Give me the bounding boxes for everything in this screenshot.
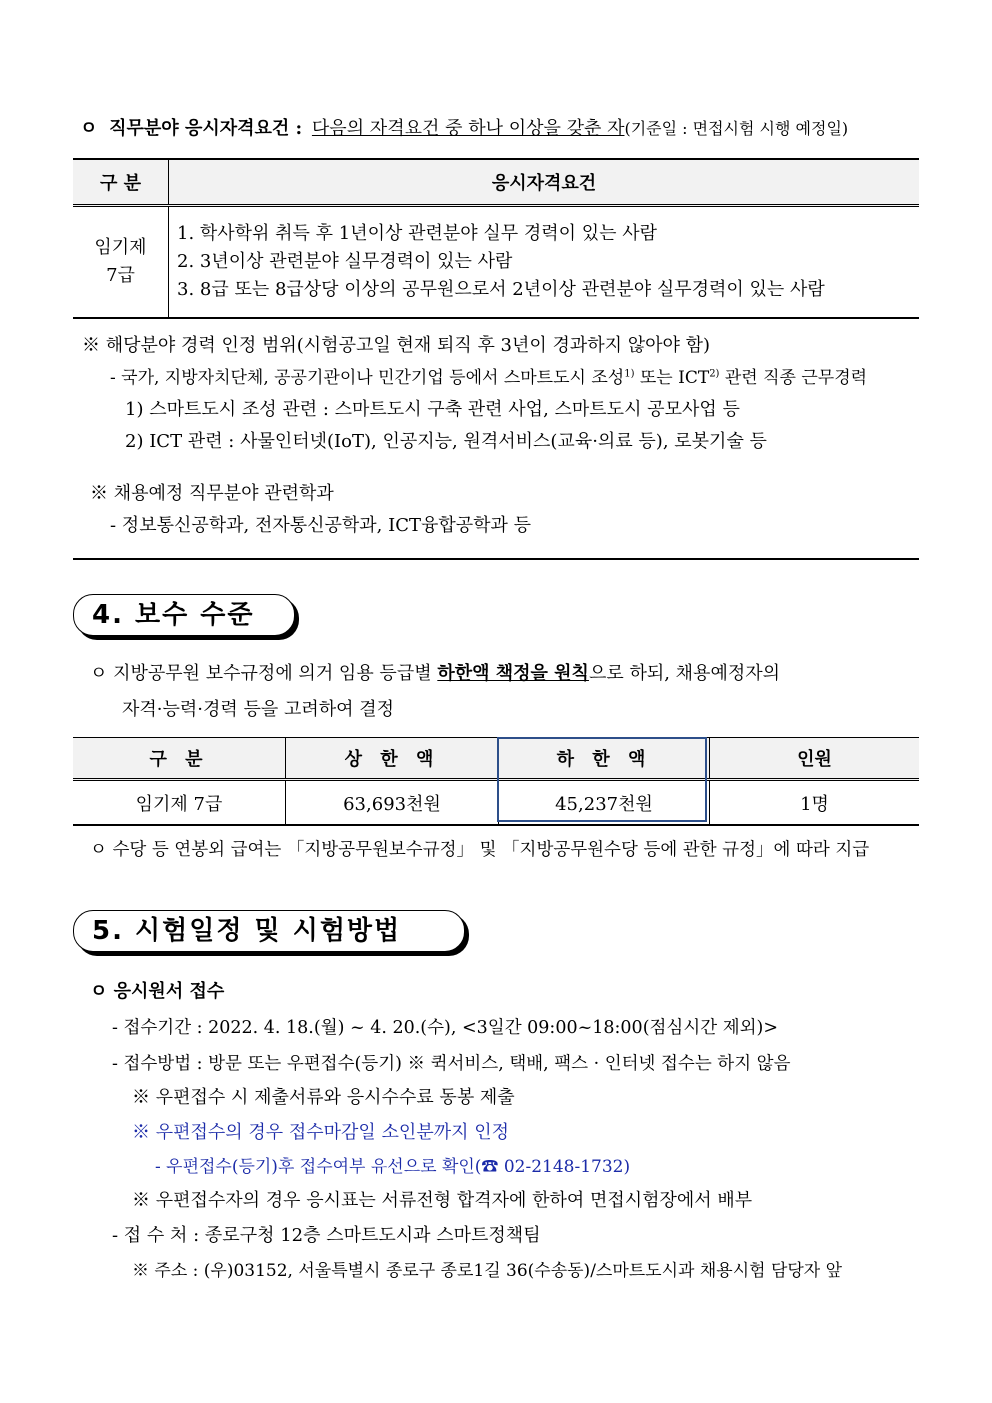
pay-header-min: 하 한 액: [499, 738, 710, 780]
career-line-a: - 국가, 지방자치단체, 공공기관이나 민간기업 등에서 스마트도시 조성: [110, 368, 625, 388]
mail-documents-note: ※ 우편접수 시 제출서류와 응시수수료 동봉 제출: [132, 1087, 515, 1108]
requirement-item: 3. 8급 또는 8급상당 이상의 공무원으로서 2년이상 관련분야 실무경력이 있는 사람: [177, 279, 825, 300]
divider: [73, 558, 919, 560]
qualification-heading: [80, 117, 848, 141]
qualification-table: [73, 158, 919, 319]
majors-list: - 정보통신공학과, 전자통신공학과, ICT융합공학과 등: [110, 515, 532, 536]
application-address: ※ 주소 : (우)03152, 서울특별시 종로구 종로1길 36(수송동)/스마트도시과 채용시험 담당자 앞: [132, 1261, 843, 1281]
pay-header-max: 상 한 액: [286, 738, 499, 780]
pay-cell-min: 45,237천원: [499, 780, 710, 826]
pay-cell-max: 63,693천원: [286, 780, 499, 826]
pay-cell-count: 1명: [710, 780, 920, 826]
career-scope-line: [110, 366, 867, 390]
qualification-note: (기준일 : 면접시험 시행 예정일): [624, 119, 849, 138]
pay-header-division: 구 분: [73, 738, 286, 780]
career-line-b: 또는 ICT: [634, 368, 710, 388]
footnote-2: 2): [709, 368, 720, 380]
section-heading-pay: 4. 보수 수준: [73, 594, 295, 636]
section-heading-exam: 5. 시험일정 및 시험방법: [73, 910, 465, 952]
ticket-note: ※ 우편접수자의 경우 응시표는 서류전형 합격자에 한하여 면접시험장에서 배부: [132, 1190, 753, 1211]
grade-line1: 임기제: [94, 237, 147, 258]
application-method: - 접수방법 : 방문 또는 우편접수(등기) ※ 퀵서비스, 택배, 팩스 · 인터넷 접수는 하지 않음: [112, 1054, 791, 1074]
majors-title: ※ 채용예정 직무분야 관련학과: [90, 483, 334, 504]
allowance-note: ㅇ 수당 등 연봉외 급여는 「지방공무원보수규정」 및 「지방공무원수당 등에 관한 규정」에 따라 지급: [90, 840, 870, 860]
requirement-item: 2. 3년이상 관련분야 실무경력이 있는 사람: [177, 251, 513, 272]
qualification-underlined: 다음의 자격요건 중 하나 이상을 갖춘 자: [311, 118, 625, 139]
bullet: ㅇ: [80, 118, 98, 139]
application-subtitle: ㅇ 응시원서 접수: [90, 981, 225, 1002]
requirement-item: 1. 학사학위 취득 후 1년이상 관련분야 실무 경력이 있는 사람: [177, 223, 658, 244]
qualification-title: 직무분야 응시자격요건 :: [109, 118, 303, 139]
application-period: - 접수기간 : 2022. 4. 18.(월) ~ 4. 20.(수), <3일간 09:00~18:00(점심시간 제외)>: [112, 1018, 778, 1038]
career-line-c: 관련 직종 근무경력: [719, 368, 868, 388]
table-header-division: 구 분: [73, 159, 169, 206]
requirements-cell: [169, 206, 920, 319]
career-note-title: ※ 해당분야 경력 인정 범위(시험공고일 현재 퇴직 후 3년이 경과하지 않아야 함): [82, 335, 711, 356]
career-item-ict: 2) ICT 관련 : 사물인터넷(IoT), 인공지능, 원격서비스(교육·의료 등), 로봇기술 등: [125, 431, 767, 452]
mail-deadline-note: ※ 우편접수의 경우 접수마감일 소인분까지 인정: [132, 1122, 509, 1143]
table-header-requirements: 응시자격요건: [169, 159, 920, 206]
pay-text-b: 으로 하되, 채용예정자의: [588, 663, 780, 684]
pay-text-a: ㅇ 지방공무원 보수규정에 의거 임용 등급별: [90, 663, 438, 684]
pay-principle-line1: [90, 662, 780, 686]
career-item-smartcity: 1) 스마트도시 조성 관련 : 스마트도시 구축 관련 사업, 스마트도시 공모사업 등: [125, 399, 740, 420]
grade-line2: 7급: [106, 265, 135, 286]
pay-header-count: 인원: [710, 738, 920, 780]
application-place: - 접 수 처 : 종로구청 12층 스마트도시과 스마트정책팀: [112, 1225, 541, 1246]
grade-cell: [73, 206, 169, 319]
mail-confirm-note: - 우편접수(등기)후 접수여부 유선으로 확인(☎ 02-2148-1732): [155, 1157, 631, 1177]
pay-text-bold: 하한액 책정을 원칙: [437, 663, 589, 684]
pay-cell-grade: 임기제 7급: [73, 780, 286, 826]
pay-principle-line2: 자격·능력·경력 등을 고려하여 결정: [122, 699, 395, 720]
footnote-1: 1): [624, 368, 635, 380]
pay-table: [73, 737, 919, 826]
